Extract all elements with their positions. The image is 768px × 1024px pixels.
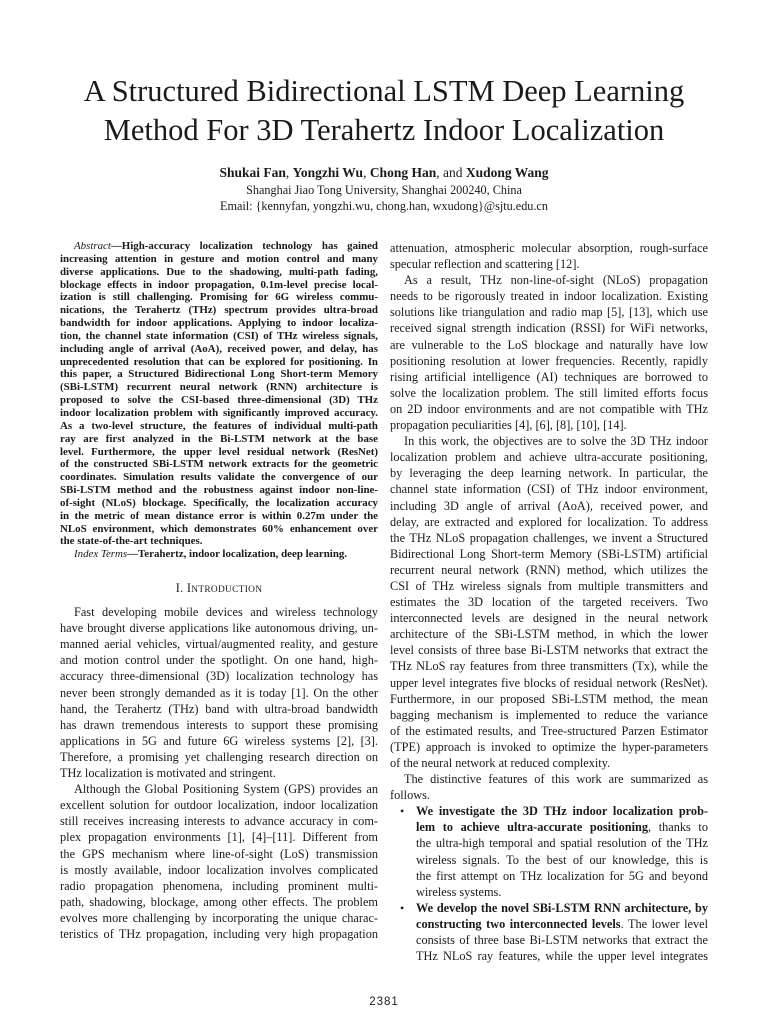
text-line: rising artificial intelligence (AI) techniques are borrowed to — [390, 369, 708, 384]
text-line: (TPE) approach is invoked to optimize the hyper-parameters — [390, 739, 708, 754]
text-line: manned aerial vehicles, virtual/augmented reality, and gesture — [60, 637, 378, 652]
text-line: We investigate the 3D THz indoor localization prob- — [416, 804, 708, 819]
text-line: solutions like triangulation and radio map [5], [13], which use — [390, 305, 708, 320]
text-line: bagging mechanism is implemented to reduce the variance — [390, 707, 708, 722]
text-line: consists of three base Bi-LSTM networks that extract the — [416, 933, 708, 948]
text-line: constructing two interconnected levels. The lower level — [416, 916, 708, 931]
text-line: The distinctive features of this work are summarized as — [404, 772, 708, 787]
text-line: and motion control under the spotlight. On one hand, high- — [60, 653, 378, 668]
intro-paragraph — [60, 781, 378, 942]
text-line: follows. — [390, 788, 430, 803]
author-name: Xudong Wang — [465, 165, 549, 180]
text-line: path, shadowing, blockage, among other effects. The problem — [60, 894, 378, 909]
body-paragraph — [390, 240, 708, 272]
abstract-line: of the constructed SBi-LSTM network extracts for the geometric — [60, 458, 378, 471]
paper-title — [40, 72, 728, 150]
text-line: Furthermore, in our proposed SBi-LSTM method, the mean — [390, 691, 708, 706]
text-line: architecture of the SBi-LSTM method, in which the lower — [390, 627, 708, 642]
text-line: Fast developing mobile devices and wireless technology — [74, 605, 378, 620]
text-line: of the neural network at reduced complexity. — [390, 756, 611, 770]
text-line: lem to achieve ultra-accurate positioning, thanks to — [416, 820, 708, 835]
text-line: interconnected levels are designed in the neural network — [390, 611, 708, 626]
abstract-line: the state-of-the-art techniques. — [60, 535, 203, 548]
text-line: still receives increasing interests to advance accuracy in com- — [60, 814, 378, 829]
abstract-line: this paper, a Structured Bidirectional Long Short-term Memory — [60, 368, 378, 381]
abstract-line: proposed to solve the CSI-based three-dimensional (3D) THz — [60, 394, 378, 407]
abstract-line: bandwidth for indoor applications. Applying to indoor localiza- — [60, 317, 378, 330]
abstract-line: ray are first analyzed in the Bi-LSTM network at the base — [60, 432, 378, 445]
abstract-line: nications, the Terahertz (THz) spectrum provides ultra-broad — [60, 304, 378, 317]
abstract-line: blockage effects in indoor propagation, 0.1m-level precise local- — [60, 278, 378, 291]
text-line: hand, the Terahertz (THz) band with ultra-broad bandwidth — [60, 701, 378, 716]
text-line: on 2D indoor environments and are not compatible with THz — [390, 401, 708, 416]
title-line-2: Method For 3D Terahertz Indoor Localization — [103, 113, 665, 147]
text-line: We develop the novel SBi-LSTM RNN architecture, by — [416, 900, 708, 915]
text-line: propagation peculiarities [4], [6], [8], [10], [14]. — [390, 418, 627, 433]
text-line: the GPS mechanism where line-of-sight (LoS) transmission — [60, 846, 378, 861]
author-name: Shukai Fan — [219, 165, 286, 180]
author-name: Chong Han — [369, 165, 437, 180]
abstract-line: including angle of arrival (AoA), received power, and delay, has — [60, 342, 378, 355]
text-line: the THz NLoS propagation challenges, we invent a Structured — [390, 530, 708, 545]
author-separator: , — [285, 165, 293, 180]
text-line: of the estimated results, and Tree-structured Parzen Estimator — [390, 723, 708, 738]
text-line: needs to be rigorously treated in indoor localization. Existing — [390, 289, 708, 304]
text-line: As a result, THz non-line-of-sight (NLoS) propagation — [404, 273, 708, 288]
text-line: In this work, the objectives are to solve the 3D THz indoor — [404, 434, 708, 449]
abstract-line: ization is still challenging. Promising for 6G wireless commu- — [60, 291, 378, 304]
abstract — [60, 240, 378, 561]
abstract-line: SBi-LSTM method and the robustness against indoor non-line- — [60, 484, 378, 497]
text-line: evolves more challenging by incorporating the unique charac- — [60, 910, 378, 925]
abstract-line: Abstract—High-accuracy localization technology has gained — [74, 240, 378, 252]
contribution-bullet — [390, 900, 708, 964]
text-line: recurrent neural network (RNN) method, which utilizes the — [390, 562, 708, 577]
text-line: the first attempt on THz localization for 5G and beyond — [416, 868, 708, 883]
abstract-label: Abstract — [74, 240, 111, 252]
text-line: never been strongly demanded as it is today [1]. On the other — [60, 685, 378, 700]
text-line: have brought diverse applications like autonomous driving, un- — [60, 621, 378, 636]
author-name: Yongzhi Wu — [292, 165, 364, 180]
right-column — [390, 240, 708, 964]
text-line: THz localization is motivated and stringent. — [60, 766, 276, 781]
section-heading-introduction: I. INTRODUCTION — [175, 581, 263, 596]
text-line: teristics of THz propagation, including very high propagation — [60, 926, 378, 941]
text-line: the ultra-high temporal and spatial resolution of the THz — [416, 836, 708, 851]
title-line-1: A Structured Bidirectional LSTM Deep Learning — [83, 74, 685, 108]
text-line: upper level integrates five blocks of residual network (ResNet). — [390, 675, 708, 690]
affiliation: Shanghai Jiao Tong University, Shanghai 200240, China — [246, 183, 522, 197]
text-line: accuracy three-dimensional (3D) localization technology has — [60, 669, 378, 684]
author-separator: , — [363, 165, 370, 180]
abstract-line: coordinates. Simulation results validate the convergence of our — [60, 471, 378, 484]
text-line: THz NLoS ray features, while the upper level integrates — [416, 949, 708, 964]
abstract-line: diverse applications. Due to the shadowing, multi-path fading, — [60, 265, 378, 278]
abstract-line: NLoS environment, which demonstrates 60% enhancement over — [60, 522, 378, 535]
abstract-line: (SBi-LSTM) recurrent neural network (RNN) architecture is — [60, 381, 378, 394]
text-line: radio propagation phenomena, including prominent multi- — [60, 878, 378, 893]
text-line: has drawn tremendous interests to support these promising — [60, 717, 378, 732]
text-line: positioning resolution at lower frequencies. Recently, rapidly — [390, 353, 708, 368]
index-terms: Index Terms—Terahertz, indoor localization, deep learning. — [74, 548, 348, 561]
left-column — [60, 240, 378, 942]
text-line: THz NLoS ray features from three transmitters (Tx), while the — [390, 659, 708, 674]
text-line: attenuation, atmospheric molecular absorption, rough-surface — [390, 241, 708, 255]
abstract-line: increasing attention in gesture and motion control and many — [60, 252, 378, 265]
text-line: delay, are extracted and explored for localization. To address — [390, 514, 708, 529]
text-line: localization problem and achieve ultra-accurate positioning, — [390, 450, 708, 465]
author-email: Email: {kennyfan, yongzhi.wu, chong.han, wxudong}@sjtu.edu.cn — [220, 199, 548, 213]
author-separator: , and — [436, 165, 466, 180]
abstract-line: indoor localization problem with significantly improved accuracy. — [60, 406, 378, 419]
text-line: excellent solution for outdoor localization, indoor localization — [60, 798, 378, 813]
index-terms-label: Index Terms — [74, 548, 128, 561]
text-line: wireless signals. To the best of our knowledge, this is — [416, 852, 708, 867]
text-line: received signal strength indication (RSSI) for WiFi networks, — [390, 321, 708, 336]
abstract-line: of-sight (NLoS) blockage. Specifically, the localization accuracy — [60, 496, 378, 509]
abstract-line: unprecedented resolution that can be explored for positioning. In — [60, 355, 378, 368]
text-line: Bidirectional Long Short-term Memory (SBi-LSTM) artificial — [390, 546, 708, 561]
body-paragraph — [390, 771, 708, 803]
page-number: 2381 — [369, 996, 399, 1008]
author-list — [0, 164, 768, 182]
text-line: CSI of THz wireless signals from multiple transmitters and — [390, 578, 708, 593]
text-line: plex propagation environments [1], [4]–[11]. Different from — [60, 830, 378, 845]
bullet-icon: • — [400, 900, 405, 915]
text-line: level consists of three base Bi-LSTM networks that extract the — [390, 643, 708, 658]
abstract-line: level. Furthermore, the upper level residual network (ResNet) — [60, 445, 378, 458]
abstract-line: in the metric of mean distance error is within 0.27m under the — [60, 509, 378, 522]
intro-paragraph — [60, 604, 378, 781]
text-line: are vulnerable to the LoS blockage and naturally have low — [390, 337, 708, 352]
text-line: Therefore, a promising yet challenging research direction on — [60, 749, 378, 764]
text-line: applications in 5G and future 6G wireless systems [2], [3]. — [60, 733, 378, 748]
text-line: by leveraging the deep learning network. In particular, the — [390, 466, 708, 481]
contribution-bullet — [390, 803, 708, 900]
body-paragraph — [390, 272, 708, 433]
text-line: specular reflection and scattering [12]. — [390, 257, 580, 272]
text-line: is mostly available, indoor localization involves complicated — [60, 862, 378, 877]
text-line: wireless systems. — [416, 884, 502, 899]
text-line: Although the Global Positioning System (GPS) provides an — [74, 782, 378, 797]
text-line: including 3D angle of arrival (AoA), received power, and — [390, 498, 708, 513]
abstract-line: As a two-level structure, the features of individual multi-path — [60, 419, 378, 432]
body-paragraph — [390, 433, 708, 771]
abstract-line: tion, the channel state information (CSI) of THz wireless signals, — [60, 329, 378, 342]
text-line: estimates the 3D location of the targeted receivers. Two — [390, 595, 708, 610]
bullet-icon: • — [400, 804, 405, 819]
text-line: channel state information (CSI) of THz indoor environment, — [390, 482, 708, 497]
text-line: solve the localization problem. The still limited efforts focus — [390, 385, 708, 400]
